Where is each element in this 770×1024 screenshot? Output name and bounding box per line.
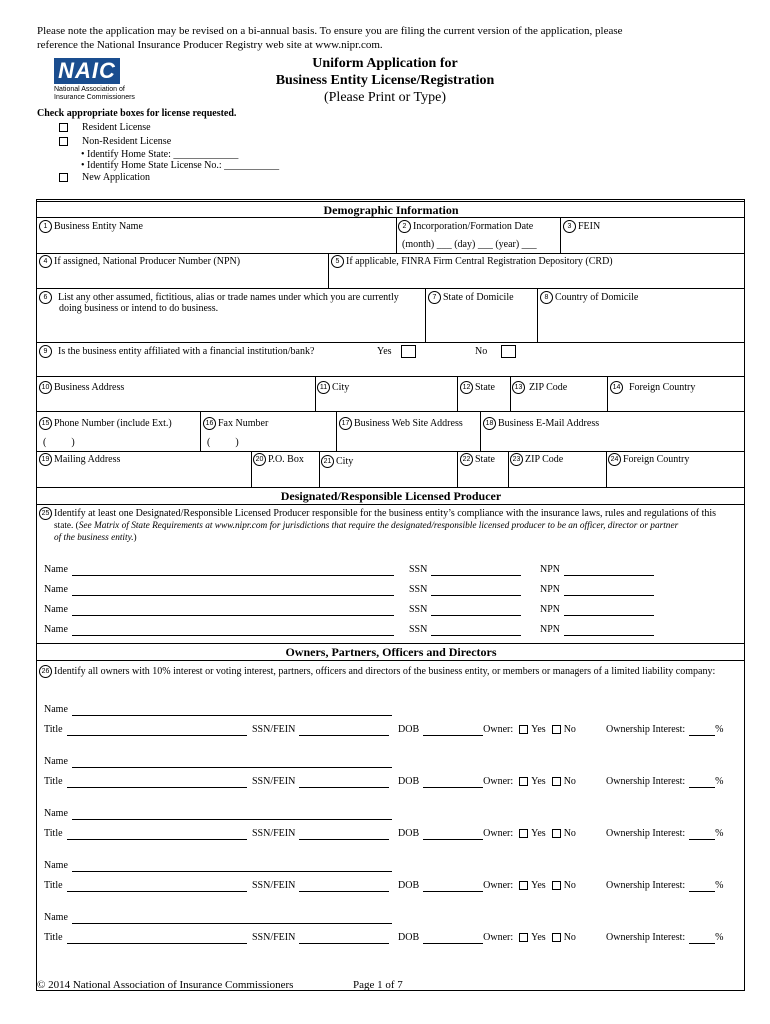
phone-area-code: ( )	[43, 437, 75, 448]
designated-npn-label: NPN	[540, 584, 561, 595]
owner-title-label: Title	[44, 776, 63, 787]
ownership-interest-input[interactable]	[689, 777, 715, 788]
designated-npn-group	[540, 564, 654, 576]
nonresident-license-option[interactable]: Non-Resident License	[59, 136, 171, 148]
owner-title-group	[44, 724, 247, 736]
owner-dob-label: DOB	[398, 724, 420, 735]
owner-title-group	[44, 880, 247, 892]
title-line2: Business Entity License/Registration	[275, 73, 495, 88]
owners-heading: Owners, Partners, Officers and Directors	[285, 645, 497, 659]
new-application-checkbox[interactable]	[59, 173, 68, 182]
designated-name-input[interactable]	[72, 625, 394, 636]
owner-title-input[interactable]	[67, 933, 247, 944]
owner-yes-checkbox[interactable]	[519, 777, 528, 786]
owner-name-label: Name	[44, 912, 68, 923]
owner-label: Owner:	[483, 776, 514, 787]
mailing-state-field[interactable]: 22 State	[460, 453, 495, 466]
home-state-license-field[interactable]: • Identify Home State License No.: ___________	[81, 160, 280, 171]
designated-npn-label: NPN	[540, 564, 561, 575]
owner-yes-label: Yes	[531, 932, 546, 943]
designated-name-label: Name	[44, 584, 68, 595]
owner-name-label: Name	[44, 860, 68, 871]
npn-field[interactable]: 4 If assigned, National Producer Number (NPN)	[39, 255, 240, 268]
ownership-interest-group	[606, 828, 724, 840]
designated-ssn-label: SSN	[409, 564, 428, 575]
incorporation-date-format: (month) ___ (day) ___ (year) ___	[402, 239, 537, 250]
designated-npn-label: NPN	[540, 624, 561, 635]
affiliated-yes-option[interactable]: Yes	[377, 345, 416, 358]
owner-yes-label: Yes	[531, 724, 546, 735]
owner-yes-label: Yes	[531, 880, 546, 891]
owner-no-checkbox[interactable]	[552, 777, 561, 786]
incorporation-date-field[interactable]: 2 Incorporation/Formation Date	[398, 220, 533, 233]
business-address-field[interactable]: 10 Business Address	[39, 381, 124, 394]
designated-ssn-label: SSN	[409, 604, 428, 615]
owner-no-label: No	[563, 932, 576, 943]
owner-no-label: No	[563, 776, 576, 787]
home-state-field[interactable]: • Identify Home State: _____________	[81, 149, 239, 160]
ownership-interest-label: Ownership Interest:	[606, 776, 686, 787]
ownership-interest-label: Ownership Interest:	[606, 828, 686, 839]
po-box-field[interactable]: 20 P.O. Box	[253, 453, 304, 466]
mailing-city-field[interactable]: 21 City	[321, 455, 353, 468]
footer-page-number: Page 1 of 7	[353, 979, 403, 991]
designated-name-label: Name	[44, 564, 68, 575]
designated-ssn-input[interactable]	[431, 605, 521, 616]
ownership-interest-label: Ownership Interest:	[606, 724, 686, 735]
owner-ssn-group	[252, 932, 389, 944]
owner-dob-input[interactable]	[423, 829, 483, 840]
designated-name-label: Name	[44, 624, 68, 635]
designated-npn-input[interactable]	[564, 605, 654, 616]
trade-names-line2: doing business or intend to do business.	[59, 303, 219, 314]
owner-dob-group	[398, 724, 576, 736]
owner-no-label: No	[563, 828, 576, 839]
owner-ssn-input[interactable]	[299, 881, 389, 892]
owner-title-input[interactable]	[67, 725, 247, 736]
owner-name-input[interactable]	[72, 809, 392, 820]
designated-ssn-group	[409, 624, 521, 636]
ownership-interest-group	[606, 932, 724, 944]
designated-name-input[interactable]	[72, 585, 394, 596]
percent-sign: %	[715, 724, 724, 735]
owner-name-label: Name	[44, 704, 68, 715]
nonresident-checkbox[interactable]	[59, 137, 68, 146]
business-state-field[interactable]: 12 State	[460, 381, 495, 394]
owner-no-checkbox[interactable]	[552, 933, 561, 942]
affiliated-no-checkbox[interactable]	[501, 345, 516, 358]
owner-yes-checkbox[interactable]	[519, 933, 528, 942]
owner-name-row	[44, 808, 392, 820]
designated-row	[44, 604, 394, 616]
percent-sign: %	[715, 828, 724, 839]
state-of-domicile-field[interactable]: 7 State of Domicile	[428, 291, 514, 304]
owner-ssn-label: SSN/FEIN	[252, 932, 296, 943]
designated-npn-group	[540, 584, 654, 596]
owner-ssn-group	[252, 880, 389, 892]
ownership-interest-label: Ownership Interest:	[606, 880, 686, 891]
owner-name-row	[44, 912, 392, 924]
owner-title-label: Title	[44, 828, 63, 839]
owner-title-input[interactable]	[67, 777, 247, 788]
ownership-interest-input[interactable]	[689, 829, 715, 840]
owner-dob-group	[398, 880, 576, 892]
business-zip-field[interactable]: 13 ZIP Code	[512, 381, 567, 394]
fein-field[interactable]: 3 FEIN	[563, 220, 600, 233]
business-entity-name-field[interactable]: 1 Business Entity Name	[39, 220, 143, 233]
affiliated-no-option[interactable]: No	[475, 345, 516, 358]
website-field[interactable]: 17 Business Web Site Address	[339, 417, 463, 430]
designated-npn-input[interactable]	[564, 565, 654, 576]
owner-ssn-input[interactable]	[299, 829, 389, 840]
designated-instructions-line3: of the business entity.)	[54, 533, 137, 543]
owner-name-label: Name	[44, 808, 68, 819]
percent-sign: %	[715, 880, 724, 891]
affiliated-yes-checkbox[interactable]	[401, 345, 416, 358]
owner-name-row	[44, 704, 392, 716]
designated-heading: Designated/Responsible Licensed Producer	[280, 489, 502, 503]
owner-name-label: Name	[44, 756, 68, 767]
owner-dob-input[interactable]	[423, 777, 483, 788]
fax-area-code: ( )	[207, 437, 239, 448]
owner-dob-input[interactable]	[423, 725, 483, 736]
owner-name-row	[44, 860, 392, 872]
owner-ssn-input[interactable]	[299, 777, 389, 788]
naic-logo-line1: National Association of	[54, 86, 125, 93]
designated-npn-label: NPN	[540, 604, 561, 615]
country-of-domicile-field[interactable]: 8 Country of Domicile	[540, 291, 638, 304]
owner-ssn-label: SSN/FEIN	[252, 828, 296, 839]
ownership-interest-label: Ownership Interest:	[606, 932, 686, 943]
owner-name-input[interactable]	[72, 913, 392, 924]
naic-logo-mark: NAIC	[54, 58, 120, 84]
owner-dob-group	[398, 828, 576, 840]
mailing-zip-field[interactable]: 23 ZIP Code	[510, 453, 563, 466]
owner-title-input[interactable]	[67, 829, 247, 840]
owner-label: Owner:	[483, 828, 514, 839]
phone-number-field[interactable]: 15 Phone Number (include Ext.)	[39, 417, 172, 430]
designated-ssn-input[interactable]	[431, 565, 521, 576]
trade-names-field[interactable]: 6 List any other assumed, fictitious, alias or trade names under which you are currently	[39, 291, 399, 304]
license-heading: Check appropriate boxes for license requested.	[37, 108, 237, 119]
owner-dob-label: DOB	[398, 932, 420, 943]
designated-ssn-input[interactable]	[431, 585, 521, 596]
designated-instructions: 25 Identify at least one Designated/Responsible Licensed Producer responsible for the business entity’s compliance with the insurance laws, rules and regulations of this	[39, 507, 716, 520]
owner-ssn-label: SSN/FEIN	[252, 724, 296, 735]
owner-yes-label: Yes	[531, 776, 546, 787]
owner-dob-label: DOB	[398, 828, 420, 839]
title-line3: (Please Print or Type)	[323, 90, 446, 105]
designated-instructions-line2: state. (See Matrix of State Requirements at www.nipr.com for jurisdictions that require the designated/responsible licensed producer to be an officer, director or partner	[54, 521, 679, 531]
crd-field[interactable]: 5 If applicable, FINRA Firm Central Registration Depository (CRD)	[331, 255, 613, 268]
percent-sign: %	[715, 932, 724, 943]
owner-title-label: Title	[44, 724, 63, 735]
owner-no-checkbox[interactable]	[552, 829, 561, 838]
owner-no-label: No	[563, 880, 576, 891]
owner-ssn-group	[252, 724, 389, 736]
designated-row	[44, 564, 394, 576]
owner-yes-label: Yes	[531, 828, 546, 839]
owner-yes-checkbox[interactable]	[519, 829, 528, 838]
mailing-address-field[interactable]: 19 Mailing Address	[39, 453, 120, 466]
owner-dob-label: DOB	[398, 776, 420, 787]
designated-ssn-group	[409, 604, 521, 616]
revision-notice-line1: Please note the application may be revised on a bi-annual basis. To ensure you are filing the current version of the application, please	[37, 25, 623, 37]
owner-no-checkbox[interactable]	[552, 725, 561, 734]
owner-ssn-group	[252, 776, 389, 788]
designated-ssn-group	[409, 584, 521, 596]
percent-sign: %	[715, 776, 724, 787]
designated-row	[44, 584, 394, 596]
designated-name-input[interactable]	[72, 605, 394, 616]
designated-ssn-label: SSN	[409, 584, 428, 595]
owner-ssn-group	[252, 828, 389, 840]
owners-instructions: 26 Identify all owners with 10% interest or voting interest, partners, officers and directors of the business entity, or members or managers of a limited liability company:	[39, 665, 715, 678]
owner-name-input[interactable]	[72, 705, 392, 716]
ownership-interest-group	[606, 776, 724, 788]
business-city-field[interactable]: 11 City	[317, 381, 349, 394]
owner-label: Owner:	[483, 932, 514, 943]
owner-no-label: No	[563, 724, 576, 735]
designated-ssn-group	[409, 564, 521, 576]
owner-name-input[interactable]	[72, 757, 392, 768]
owner-dob-group	[398, 932, 576, 944]
designated-name-input[interactable]	[72, 565, 394, 576]
owner-title-group	[44, 932, 247, 944]
new-application-option[interactable]: New Application	[59, 172, 150, 184]
designated-row	[44, 624, 394, 636]
resident-checkbox[interactable]	[59, 123, 68, 132]
owner-ssn-label: SSN/FEIN	[252, 880, 296, 891]
designated-npn-group	[540, 624, 654, 636]
resident-license-option[interactable]: Resident License	[59, 122, 151, 134]
designated-npn-input[interactable]	[564, 625, 654, 636]
ownership-interest-input[interactable]	[689, 725, 715, 736]
naic-logo-line2: Insurance Commissioners	[54, 94, 135, 101]
owner-name-row	[44, 756, 392, 768]
owner-dob-input[interactable]	[423, 881, 483, 892]
owner-ssn-label: SSN/FEIN	[252, 776, 296, 787]
page-title	[230, 55, 540, 106]
designated-ssn-input[interactable]	[431, 625, 521, 636]
designated-npn-group	[540, 604, 654, 616]
owner-yes-checkbox[interactable]	[519, 881, 528, 890]
title-line1: Uniform Application for	[312, 56, 458, 71]
owner-yes-checkbox[interactable]	[519, 725, 528, 734]
mailing-foreign-country-field[interactable]: 24 Foreign Country	[608, 453, 689, 466]
designated-ssn-label: SSN	[409, 624, 428, 635]
revision-notice-line2: reference the National Insurance Producer Registry web site at www.nipr.com.	[37, 39, 383, 51]
fax-number-field[interactable]: 16 Fax Number	[203, 417, 268, 430]
email-field[interactable]: 18 Business E-Mail Address	[483, 417, 599, 430]
ownership-interest-input[interactable]	[689, 933, 715, 944]
owner-dob-input[interactable]	[423, 933, 483, 944]
demographic-heading: Demographic Information	[323, 203, 459, 217]
owner-title-group	[44, 828, 247, 840]
designated-npn-input[interactable]	[564, 585, 654, 596]
owner-label: Owner:	[483, 880, 514, 891]
ownership-interest-group	[606, 724, 724, 736]
ownership-interest-group	[606, 880, 724, 892]
owner-ssn-input[interactable]	[299, 725, 389, 736]
affiliation-question: 9 Is the business entity affiliated with a financial institution/bank?	[39, 345, 314, 358]
owner-title-group	[44, 776, 247, 788]
owner-title-input[interactable]	[67, 881, 247, 892]
owner-label: Owner:	[483, 724, 514, 735]
owner-title-label: Title	[44, 880, 63, 891]
owner-title-label: Title	[44, 932, 63, 943]
ownership-interest-input[interactable]	[689, 881, 715, 892]
business-foreign-country-field[interactable]: 14 Foreign Country	[610, 381, 695, 394]
naic-logo	[54, 58, 135, 102]
owner-ssn-input[interactable]	[299, 933, 389, 944]
owner-dob-group	[398, 776, 576, 788]
owner-no-checkbox[interactable]	[552, 881, 561, 890]
designated-name-label: Name	[44, 604, 68, 615]
owner-name-input[interactable]	[72, 861, 392, 872]
owner-dob-label: DOB	[398, 880, 420, 891]
footer-copyright: © 2014 National Association of Insurance Commissioners	[37, 979, 294, 991]
